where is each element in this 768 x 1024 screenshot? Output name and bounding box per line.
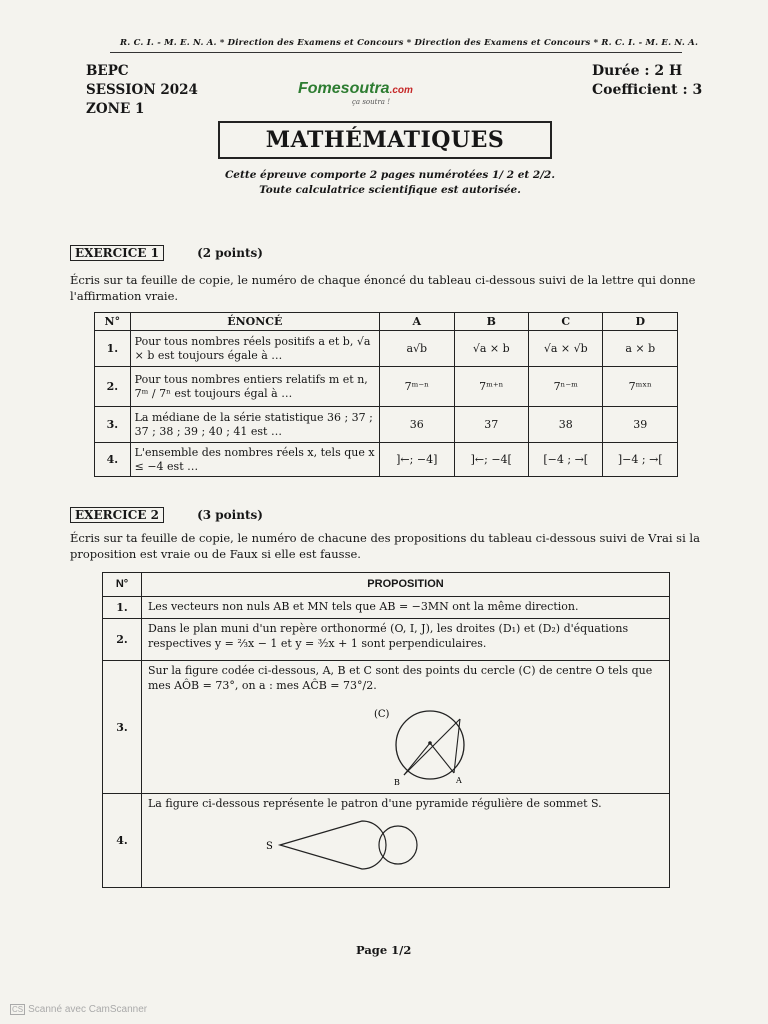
point-a-label: A [456,776,462,785]
table-row [103,794,670,888]
table-row [95,331,678,367]
logo-main: Fomesoutra [298,80,390,97]
exercise1-points: (2 points) [197,246,263,260]
row-number: 4. [103,794,142,888]
table-row [95,367,678,407]
inscribed-angle-figure [368,699,488,787]
table-header-row [95,313,678,331]
col-statement: ÉNONCÉ [130,313,379,331]
circle-label: (C) [374,709,390,720]
choice-b: 7ᵐ⁺ⁿ [454,367,528,407]
table-row [103,661,670,794]
col-proposition: PROPOSITION [142,573,670,597]
exercise1-heading [70,242,263,261]
col-c: C [528,313,602,331]
row-proposition: Sur la figure codée ci-dessous, A, B et C sont des points du cercle (C) de centre O tels que mes AÔB = 73°, on a : mes AĈB = 73°/2. [148,664,653,692]
row-proposition-cell [142,661,670,794]
choice-c: 38 [528,407,602,443]
row-number: 2. [95,367,131,407]
exercise1-label: EXERCICE 1 [70,245,164,261]
row-number: 1. [103,597,142,619]
exam-meta [592,62,702,100]
choice-a: a√b [380,331,454,367]
exam-zone: ZONE 1 [86,101,145,117]
choice-c: [−4 ; →[ [528,443,602,477]
exercise1-instruction: Écris sur ta feuille de copie, le numéro de chaque énoncé du tableau ci-dessous suivi de la lettre qui donne l'affirmation vraie. [70,273,696,303]
ministry-banner: R. C. I. - M. E. N. A. * Direction des Examens et Concours * Direction des Examens et Concours * R. C. I. - M. E. N. A. [120,38,699,48]
choice-d: 7ᵐˣⁿ [603,367,678,407]
row-statement: L'ensemble des nombres réels x, tels que x ≤ −4 est … [130,443,379,477]
table-row [95,407,678,443]
camscanner-icon: CS [12,1005,24,1014]
exam-duration: Durée : 2 H [592,63,683,79]
choice-d: a × b [603,331,678,367]
notice-pages: Cette épreuve comporte 2 pages numérotées 1/ 2 et 2/2. [224,169,556,181]
row-number: 3. [103,661,142,794]
pyramid-net-figure [260,815,440,879]
col-a: A [380,313,454,331]
table-row [95,443,678,477]
row-statement: Pour tous nombres réels positifs a et b, √a × b est toujours égale à … [130,331,379,367]
col-number: N° [95,313,131,331]
row-number: 4. [95,443,131,477]
choice-a: ]←; −4] [380,443,454,477]
col-d: D [603,313,678,331]
row-number: 3. [95,407,131,443]
row-statement: Pour tous nombres entiers relatifs m et n, 7ᵐ / 7ⁿ est toujours égal à … [130,367,379,407]
scanner-text: Scanné avec CamScanner [28,1004,148,1015]
notice-calculator: Toute calculatrice scientifique est autorisée. [259,184,521,196]
col-b: B [454,313,528,331]
choice-d: 39 [603,407,678,443]
exercise2-heading [70,504,263,523]
exercise1-table [94,312,678,477]
exam-notice [160,168,620,198]
scanner-watermark [10,1004,147,1015]
row-proposition: La figure ci-dessous représente le patron d'une pyramide régulière de sommet S. [148,797,602,810]
exercise2-label: EXERCICE 2 [70,507,164,523]
choice-a: 7ᵐ⁻ⁿ [380,367,454,407]
exercise2-instruction: Écris sur ta feuille de copie, le numéro de chacune des propositions du tableau ci-dessous suivi de Vrai si la proposition est vraie ou de Faux si elle est fausse. [70,531,700,561]
table-row [103,619,670,661]
choice-d: ]−4 ; →[ [603,443,678,477]
exercise2-table [102,572,670,888]
subject-title: MATHÉMATIQUES [218,121,552,159]
row-proposition: Dans le plan muni d'un repère orthonormé (O, I, J), les droites (D₁) et (D₂) d'équations respectives y = ⅔x − 1 et y = ³⁄₂x + 1 sont perpendiculaires. [142,619,670,661]
page-number: Page 1/2 [356,943,412,957]
choice-c: √a × √b [528,331,602,367]
choice-b: √a × b [454,331,528,367]
exam-info [86,62,198,119]
row-number: 2. [103,619,142,661]
exam-session: SESSION 2024 [86,82,198,98]
col-number: N° [103,573,142,597]
apex-s-label: S [266,841,273,852]
exam-coefficient: Coefficient : 3 [592,82,703,98]
table-row [103,597,670,619]
table-header-row [103,573,670,597]
exercise2-points: (3 points) [197,508,263,522]
logo-tagline: ça soutra ! [352,98,391,106]
choice-b: ]←; −4[ [454,443,528,477]
row-proposition: Les vecteurs non nuls AB et MN tels que AB = −3MN ont la même direction. [142,597,670,619]
banner-rule [110,52,682,53]
row-proposition-cell [142,794,670,888]
site-logo [298,80,413,98]
choice-a: 36 [380,407,454,443]
row-number: 1. [95,331,131,367]
logo-tld: .com [389,85,413,96]
exam-name: BEPC [86,63,129,79]
choice-c: 7ⁿ⁻ᵐ [528,367,602,407]
row-statement: La médiane de la série statistique 36 ; 37 ; 37 ; 38 ; 39 ; 40 ; 41 est … [130,407,379,443]
point-b-label: B [394,778,400,787]
choice-b: 37 [454,407,528,443]
